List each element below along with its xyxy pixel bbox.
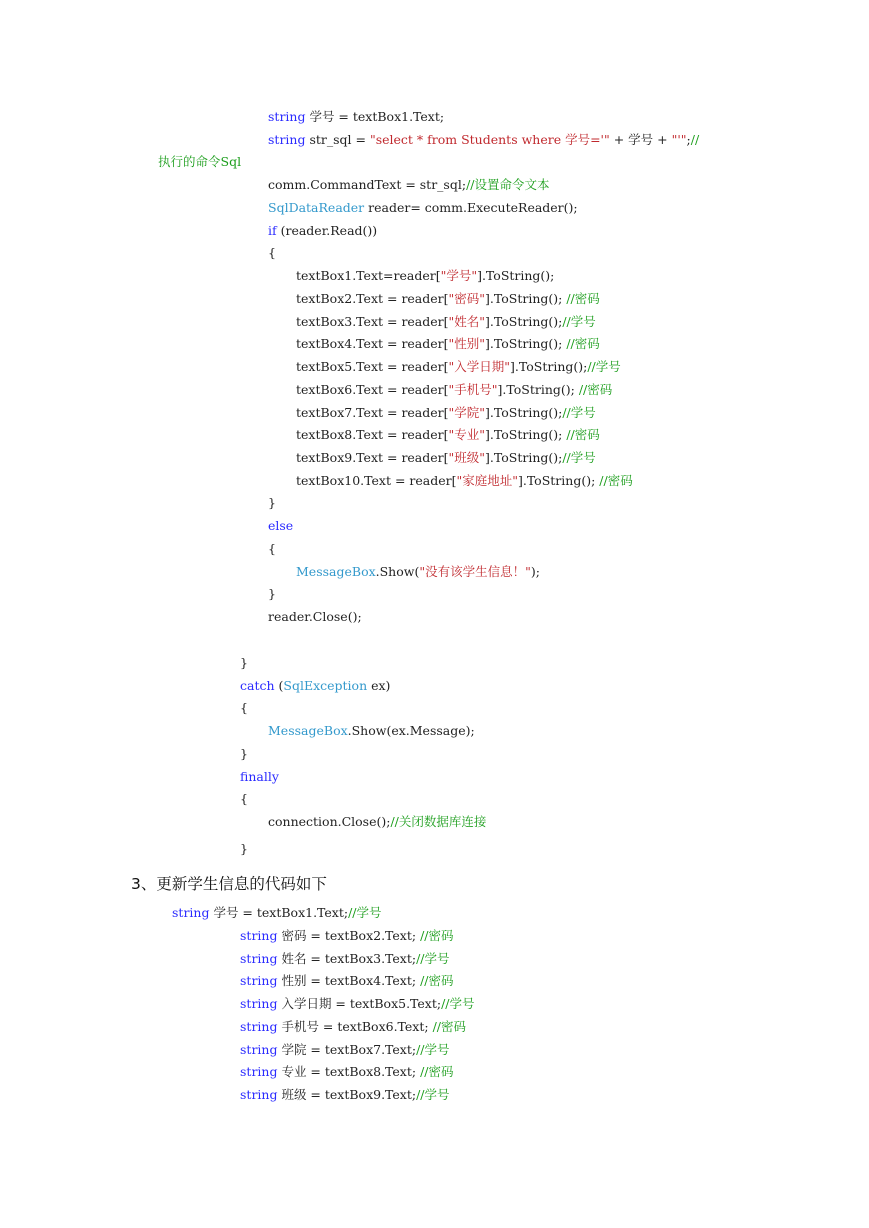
code-text: ); [530,564,540,579]
code-line [296,314,596,330]
code-type: MessageBox [268,723,348,738]
code-keyword: string [172,905,210,920]
code-line [296,291,600,307]
code-keyword: string [240,1087,278,1102]
code-line [296,336,600,352]
code-text: + 学号 + [609,132,672,147]
code-text: 学号 = textBox1.Text; [305,109,445,124]
code-text: textBox9.Text = reader[ [296,450,449,465]
code-comment: //密码 [420,973,454,988]
code-type: SqlException [283,678,368,693]
code-line [296,473,633,489]
code-comment: //密码 [578,382,613,397]
code-text: ].ToString(); [485,291,567,306]
code-line [268,541,276,557]
code-text: textBox6.Text = reader[ [296,382,449,397]
code-text: textBox1.Text=reader[ [296,268,441,283]
code-comment: //学号 [416,1087,450,1102]
code-text: { [268,541,276,556]
code-type: MessageBox [296,564,376,579]
code-comment: // [690,132,700,147]
code-comment: //学号 [562,450,596,465]
code-text: ].ToString(); [510,359,588,374]
code-string: "入学日期" [448,359,511,374]
code-text: ].ToString(); [485,314,563,329]
code-line [240,1064,454,1080]
code-string: "学院" [448,405,486,420]
code-line [268,495,276,511]
code-text: textBox4.Text = reader[ [296,336,449,351]
code-comment: //密码 [599,473,633,488]
code-line [296,268,554,284]
code-line [240,973,454,989]
code-text: reader= comm.ExecuteReader(); [364,200,578,215]
code-text: 姓名 = textBox3.Text; [277,951,417,966]
code-text: textBox5.Text = reader[ [296,359,449,374]
code-line [296,405,596,421]
code-keyword: string [240,973,278,988]
code-keyword: string [240,951,278,966]
code-line [268,132,699,148]
code-line [240,655,248,671]
code-text: ex) [367,678,391,693]
code-string: "手机号" [448,382,498,397]
code-text: textBox10.Text = reader[ [296,473,457,488]
code-line [158,154,241,170]
code-text: ].ToString(); [485,450,563,465]
code-string: "性别" [448,336,486,351]
code-line [240,1042,450,1058]
code-line [240,700,248,716]
code-comment: //密码 [566,291,600,306]
code-line [268,177,550,193]
code-text: 入学日期 = textBox5.Text; [277,996,442,1011]
code-string: "'" [671,132,687,147]
code-line [240,996,475,1012]
code-comment: //密码 [420,1064,454,1079]
code-line [240,769,279,785]
code-line [268,200,578,216]
code-text: textBox7.Text = reader[ [296,405,449,420]
code-comment: //设置命令文本 [466,177,550,192]
code-keyword: string [268,132,306,147]
code-text: 班级 = textBox9.Text; [277,1087,417,1102]
code-keyword: finally [240,769,279,784]
code-comment: //学号 [416,1042,450,1057]
code-keyword: string [240,1019,278,1034]
code-line [296,450,596,466]
code-text: ; [686,132,691,147]
code-keyword: if [268,223,277,238]
code-text: textBox8.Text = reader[ [296,427,449,442]
code-text: 性别 = textBox4.Text; [277,973,421,988]
code-text: ].ToString(); [517,473,600,488]
code-text: (reader.Read()) [276,223,378,238]
code-line [240,1087,450,1103]
section-heading: 3、更新学生信息的代码如下 [131,875,327,893]
code-line [240,1019,466,1035]
code-text: ( [274,678,284,693]
code-text: { [268,245,276,260]
code-line [268,245,276,261]
code-line [296,564,540,580]
code-comment: //学号 [562,405,596,420]
code-line [296,359,621,375]
code-text: textBox2.Text = reader[ [296,291,449,306]
code-keyword: string [240,996,278,1011]
code-string: "select * from Students where 学号='" [369,132,610,147]
code-text: 手机号 = textBox6.Text; [277,1019,433,1034]
code-comment: //密码 [432,1019,467,1034]
code-comment: //关闭数据库连接 [390,814,487,829]
code-keyword: string [240,1064,278,1079]
code-text: { [240,700,248,715]
code-string: "家庭地址" [456,473,518,488]
code-text: ].ToString(); [485,336,567,351]
code-line [240,841,248,857]
code-keyword: else [268,518,294,533]
code-text: connection.Close(); [268,814,391,829]
code-comment: //学号 [348,905,382,920]
code-text: } [268,495,276,510]
code-line [240,928,454,944]
code-line [240,951,450,967]
code-comment: //学号 [441,996,475,1011]
code-comment: //密码 [420,928,454,943]
code-line [172,905,382,921]
code-line [268,223,377,239]
code-text: 专业 = textBox8.Text; [277,1064,421,1079]
code-line [268,518,293,534]
code-text: 学院 = textBox7.Text; [277,1042,417,1057]
code-text: reader.Close(); [268,609,362,624]
code-text: 密码 = textBox2.Text; [277,928,421,943]
code-text: ].ToString(); [497,382,579,397]
code-line [268,609,362,625]
code-comment: 执行的命令Sql [158,154,242,169]
code-string: "密码" [448,291,486,306]
code-string: "班级" [448,450,486,465]
code-text: } [240,746,248,761]
code-line [240,678,390,694]
code-string: "姓名" [448,314,486,329]
code-line [296,427,600,443]
code-text: } [240,841,248,856]
code-text: textBox3.Text = reader[ [296,314,449,329]
code-comment: //学号 [562,314,596,329]
code-text: comm.CommandText = str_sql; [268,177,467,192]
code-line [268,723,475,739]
code-text: ].ToString(); [477,268,555,283]
code-string: "学号" [440,268,478,283]
code-text: { [240,791,248,806]
code-line [296,382,612,398]
code-text: 学号 = textBox1.Text; [209,905,349,920]
code-line [268,586,276,602]
code-line [240,746,248,762]
code-comment: //密码 [566,427,600,442]
code-line [268,814,486,830]
code-line [268,109,444,125]
code-text: } [268,586,276,601]
code-text: .Show( [375,564,420,579]
code-comment: //学号 [587,359,621,374]
code-keyword: catch [240,678,275,693]
code-string: "专业" [448,427,486,442]
code-keyword: string [268,109,306,124]
code-keyword: string [240,1042,278,1057]
code-text: str_sql = [305,132,370,147]
code-text: ].ToString(); [485,405,563,420]
code-line [240,791,248,807]
code-text: } [240,655,248,670]
code-string: "没有该学生信息！" [419,564,531,579]
code-text: .Show(ex.Message); [347,723,475,738]
code-keyword: string [240,928,278,943]
code-type: SqlDataReader [268,200,365,215]
code-text: ].ToString(); [485,427,567,442]
code-comment: //学号 [416,951,450,966]
code-comment: //密码 [566,336,600,351]
